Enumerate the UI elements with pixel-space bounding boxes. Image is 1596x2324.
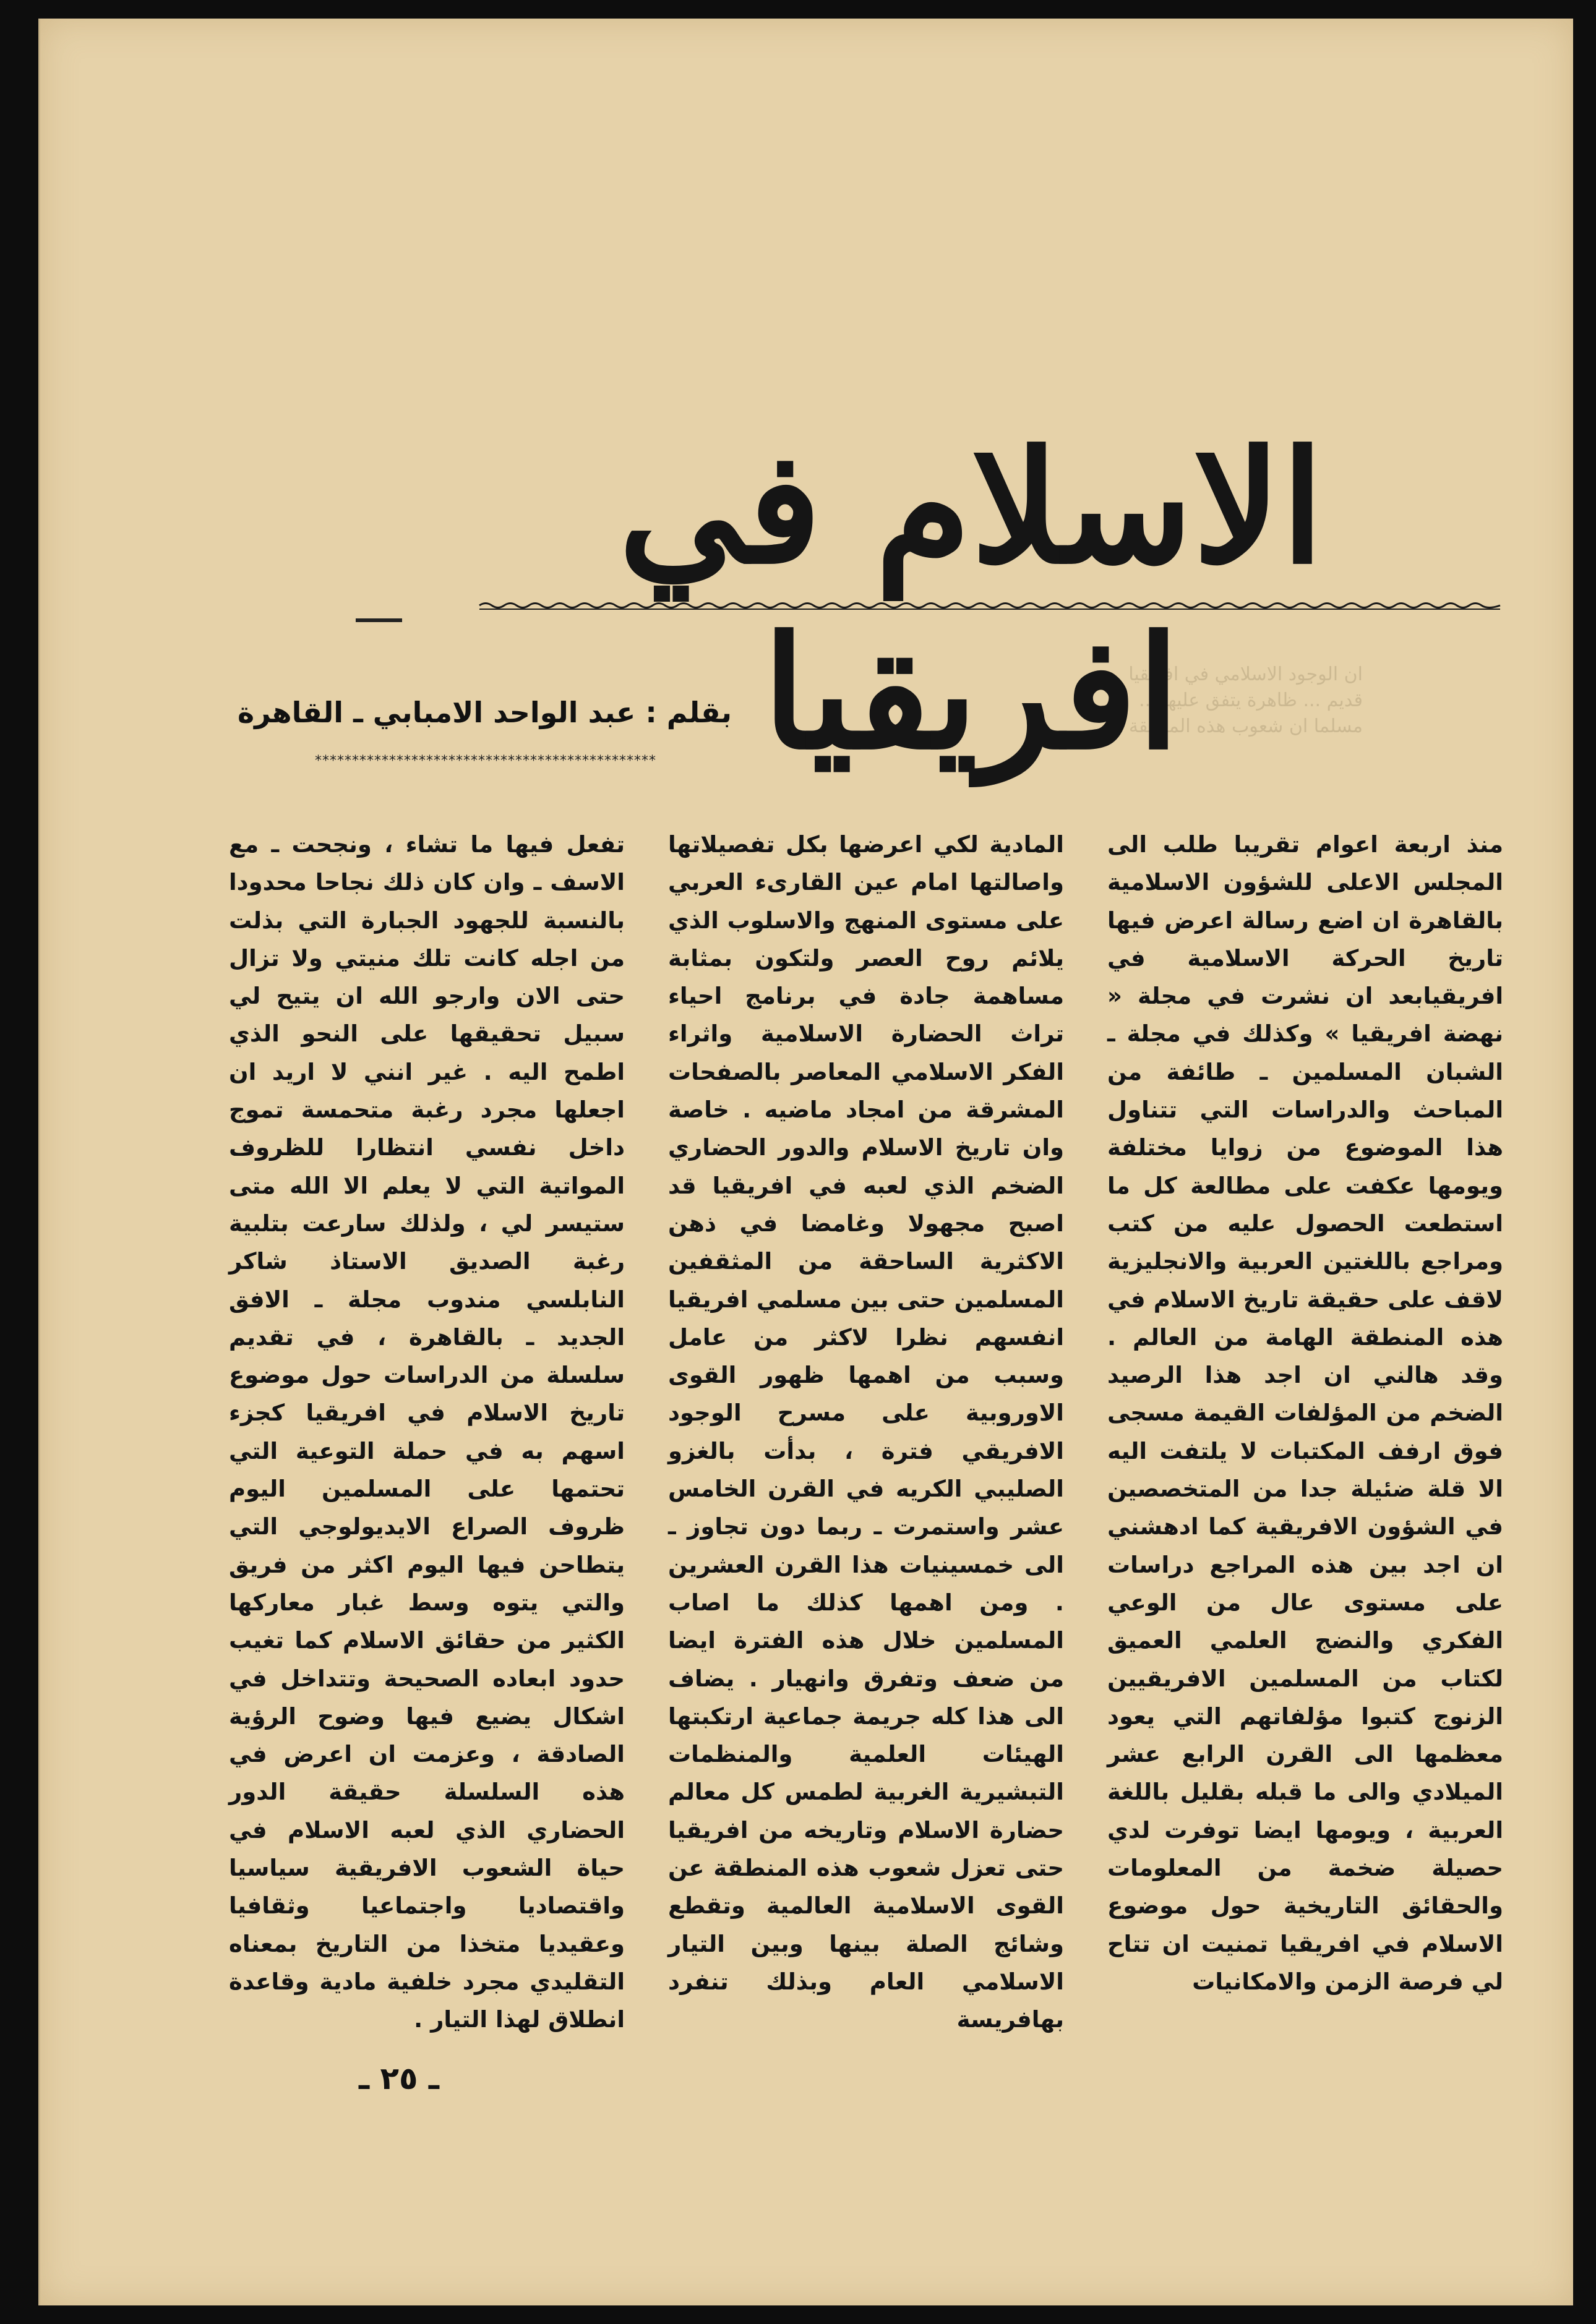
column-1-paragraph: منذ اربعة اعوام تقريبا طلب الى المجلس الاعلى للشؤون الاسلامية بالقاهرة ان اضع رسالة اعرض فيها تاريخ الحركة الاسلامية في افريقيابعد ان نشرت في مجلة « نهضة افريقيا » وكذلك في مجلة ـ الشبان المسلمين ـ طائفة من المباحث والدراسات التي تتناول هذا الموضوع من زوايا مختلفة ويومها عكفت على مطالعة كل ما استطعت الحصول عليه من كتب ومراجع باللغتين العربية والانجليزية لاقف على حقيقة تاريخ الاسلام في هذه المنطقة الهامة من العالم . وقد هالني ان اجد هذا الرصيد الضخم من المؤلفات القيمة مسجى فوق ارفف المكتبات لا يلتفت اليه الا قلة ضئيلة جدا من المتخصصين في الشؤون الافريقية كما ادهشني ان اجد بين هذه المراجع دراسات على مستوى عال من الوعي الفكري والنضج العلمي العميق لكتاب من المسلمين الافريقيين الزنوج كتبوا مؤلفاتهم التي يعود معظمها الى القرن الرابع عشر الميلادي والى ما قبله بقليل باللغة العربية ، ويومها ايضا توفرت لدي حصيلة ضخمة من المعلومات والحقائق التاريخية حول موضوع الاسلام في افريقيا تمنيت ان تتاح لي فرصة الزمن والامكانيات (1107, 831, 1503, 1995)
author-byline: بقلم : عبد الواحد الامبابي ـ القاهرة (237, 696, 732, 729)
title-wavy-underline (479, 600, 1500, 611)
magazine-page (38, 19, 1573, 2305)
bleed-through-text: ان الوجود الاسلامي في افريقيا قديم ... ظاهرة يتفق عليها ... مسلما ان شعوب هذه المنطقة ... (1105, 664, 1363, 737)
text-column-2 (668, 826, 1064, 2033)
decorative-dash (356, 618, 402, 622)
text-column-1 (1107, 826, 1503, 2019)
page-number: ـ ٢٥ ـ (358, 2061, 440, 2096)
column-2-paragraph: المادية لكي اعرضها بكل تفصيلاتها واصالتها امام عين القارىء العربي على مستوى المنهج والاسلوب الذي يلائم روح العصر ولتكون بمثابة مساهمة جادة في برنامج احياء تراث الحضارة الاسلامية واثراء الفكر الاسلامي المعاصر بالصفحات المشرقة من امجاد ماضيه . خاصة وان تاريخ الاسلام والدور الحضاري الضخم الذي لعبه في افريقيا قد اصبح مجهولا وغامضا في ذهن الاكثرية الساحقة من المثقفين المسلمين حتى بين مسلمي افريقيا انفسهم نظرا لاكثر من عامل وسبب من اهمها ظهور القوى الاوروبية على مسرح الوجود الافريقي فترة ، بدأت بالغزو الصليبي الكريه في القرن الخامس عشر واستمرت ـ ربما دون تجاوز ـ الى خمسينيات هذا القرن العشرين . ومن اهمها كذلك ما اصاب المسلمين خلال هذه الفترة ايضا من ضعف وتفرق وانهيار . يضاف الى هذا كله جريمة جماعية ارتكبتها الهيئات العلمية والمنظمات التبشيرية الغربية لطمس كل معالم حضارة الاسلام وتاريخه من افريقيا حتى تعزل شعوب هذه المنطقة عن القوى الاسلامية العالمية وتقطع وشائج الصلة بينها وبين التيار الاسلامي العام وبذلك تنفرد بهافريسة (668, 831, 1064, 2033)
article-title: الاسلام في افريقيا (618, 416, 1324, 784)
text-column-3 (229, 826, 625, 2033)
column-3-paragraph: تفعل فيها ما تشاء ، ونجحت ـ مع الاسف ـ وان كان ذلك نجاحا محدودا بالنسبة للجهود الجبارة التي بذلت من اجله كانت تلك منيتي ولا تزال حتى الان وارجو الله ان يتيح لي سبيل تحقيقها على النحو الذي اطمح اليه . غير انني لا اريد ان اجعلها مجرد رغبة متحمسة تموج داخل نفسي انتظارا للظروف المواتية التي لا يعلم الا الله متى ستيسر لي ، ولذلك سارعت بتلبية رغبة الصديق الاستاذ شاكر النابلسي مندوب مجلة ـ الافق الجديد ـ بالقاهرة ، في تقديم سلسلة من الدراسات حول موضوع تاريخ الاسلام في افريقيا كجزء اسهم به في حملة التوعية التي تحتمها على المسلمين اليوم ظروف الصراع الايديولوجي التي يتطاحن فيها اليوم اكثر من فريق والتي يتوه وسط غبار معاركها الكثير من حقائق الاسلام كما تغيب حدود ابعاده الصحيحة وتتداخل في اشكال يضيع فيها وضوح الرؤية الصادقة ، وعزمت ان اعرض في هذه السلسلة حقيقة الدور الحضاري الذي لعبه الاسلام في حياة الشعوب الافريقية سياسيا واقتصاديا واجتماعيا وثقافيا وعقيديا متخذا من التاريخ بمعناه التقليدي مجرد خلفية مادية وقاعدة انطلاق لهذا التيار . (229, 831, 625, 2033)
star-ornament-rule: ********************************************** (315, 753, 656, 769)
